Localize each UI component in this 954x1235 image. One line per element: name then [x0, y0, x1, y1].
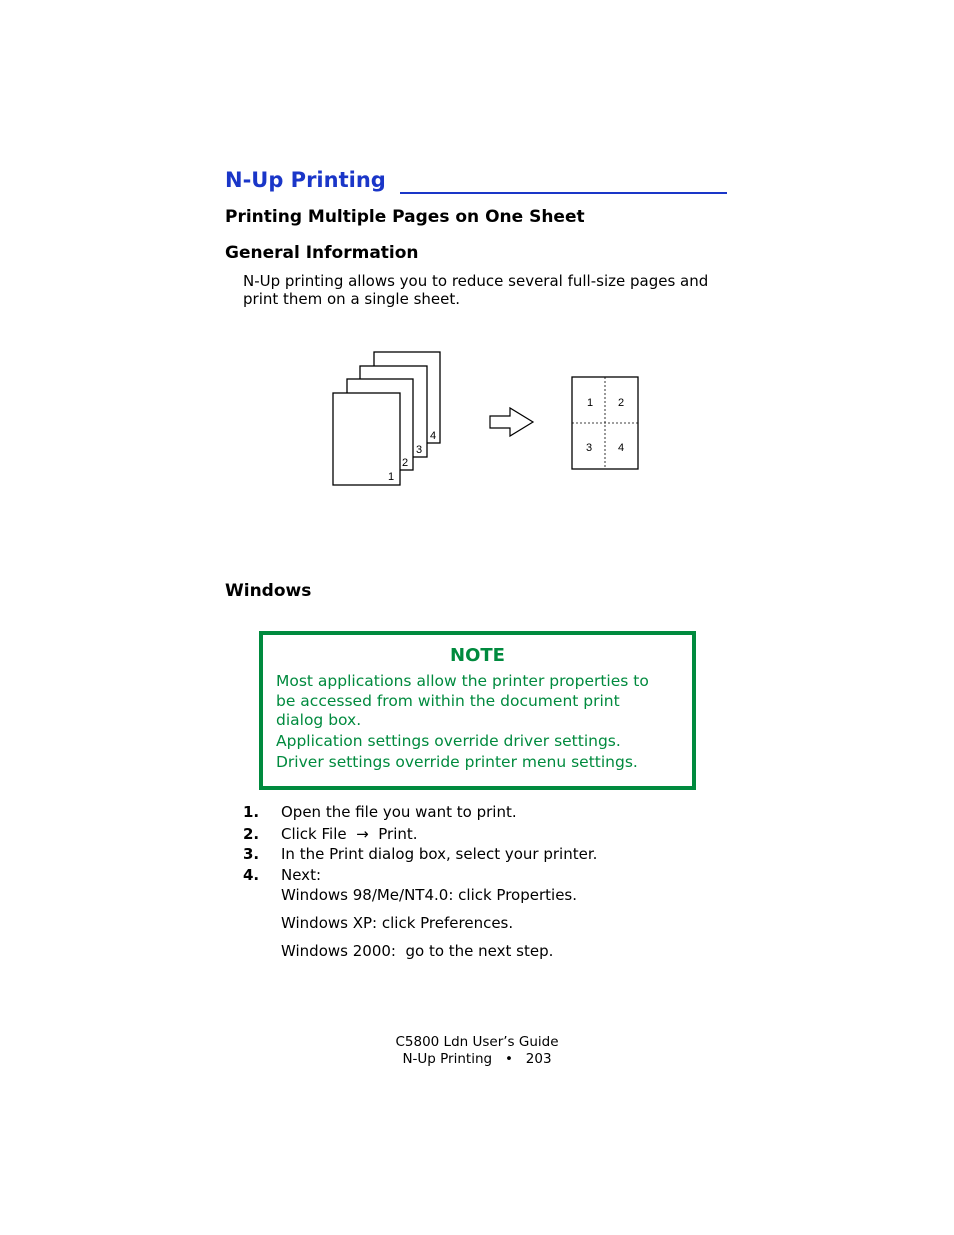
sheet-label-2: 2 — [618, 397, 625, 409]
note-line-4: Application settings override driver settings. — [276, 732, 621, 750]
sheet-label-3: 3 — [586, 442, 593, 454]
step-4-sub-1: Windows 98/Me/NT4.0: click Properties. — [281, 886, 578, 904]
step-4-sub-3: Windows 2000: go to the next step. — [281, 942, 554, 960]
note-line-3: dialog box. — [276, 711, 362, 729]
step-3-number: 3. — [243, 845, 260, 863]
step-2-text: Click File → Print. — [281, 825, 418, 843]
footer-page-info: N-Up Printing • 203 — [402, 1051, 552, 1067]
note-title: NOTE — [450, 645, 505, 666]
page-title-block — [225, 168, 727, 198]
note-line-5: Driver settings override printer menu settings. — [276, 753, 638, 771]
general-line-2: print them on a single sheet. — [243, 290, 461, 308]
page-title: N-Up Printing — [225, 168, 386, 192]
title-underline — [400, 192, 727, 194]
stack-label-2: 2 — [402, 457, 409, 469]
sheet-label-4: 4 — [618, 442, 625, 454]
arrow-right-icon — [490, 408, 533, 436]
step-4-number: 4. — [243, 866, 260, 884]
stack-label-1: 1 — [388, 471, 395, 483]
general-line-1: N-Up printing allows you to reduce several full-size pages and — [243, 272, 709, 290]
footer-guide-title: C5800 Ldn User’s Guide — [395, 1034, 559, 1050]
stack-label-3: 3 — [416, 444, 423, 456]
step-4-text: Next: — [281, 866, 321, 884]
step-2-number: 2. — [243, 825, 260, 843]
note-line-1: Most applications allow the printer properties to — [276, 672, 649, 690]
subtitle: Printing Multiple Pages on One Sheet — [225, 207, 585, 227]
step-4-sub-2: Windows XP: click Preferences. — [281, 914, 514, 932]
note-box — [259, 631, 696, 790]
general-paragraph — [243, 272, 708, 308]
step-1-number: 1. — [243, 803, 260, 821]
general-heading: General Information — [225, 243, 419, 263]
note-line-2: be accessed from within the document print — [276, 692, 620, 710]
step-3-text: In the Print dialog box, select your printer. — [281, 845, 598, 863]
sheet-label-1: 1 — [587, 397, 594, 409]
stack-label-4: 4 — [430, 430, 437, 442]
nup-illustration — [330, 348, 650, 493]
windows-heading: Windows — [225, 581, 312, 601]
step-1-text: Open the file you want to print. — [281, 803, 517, 821]
